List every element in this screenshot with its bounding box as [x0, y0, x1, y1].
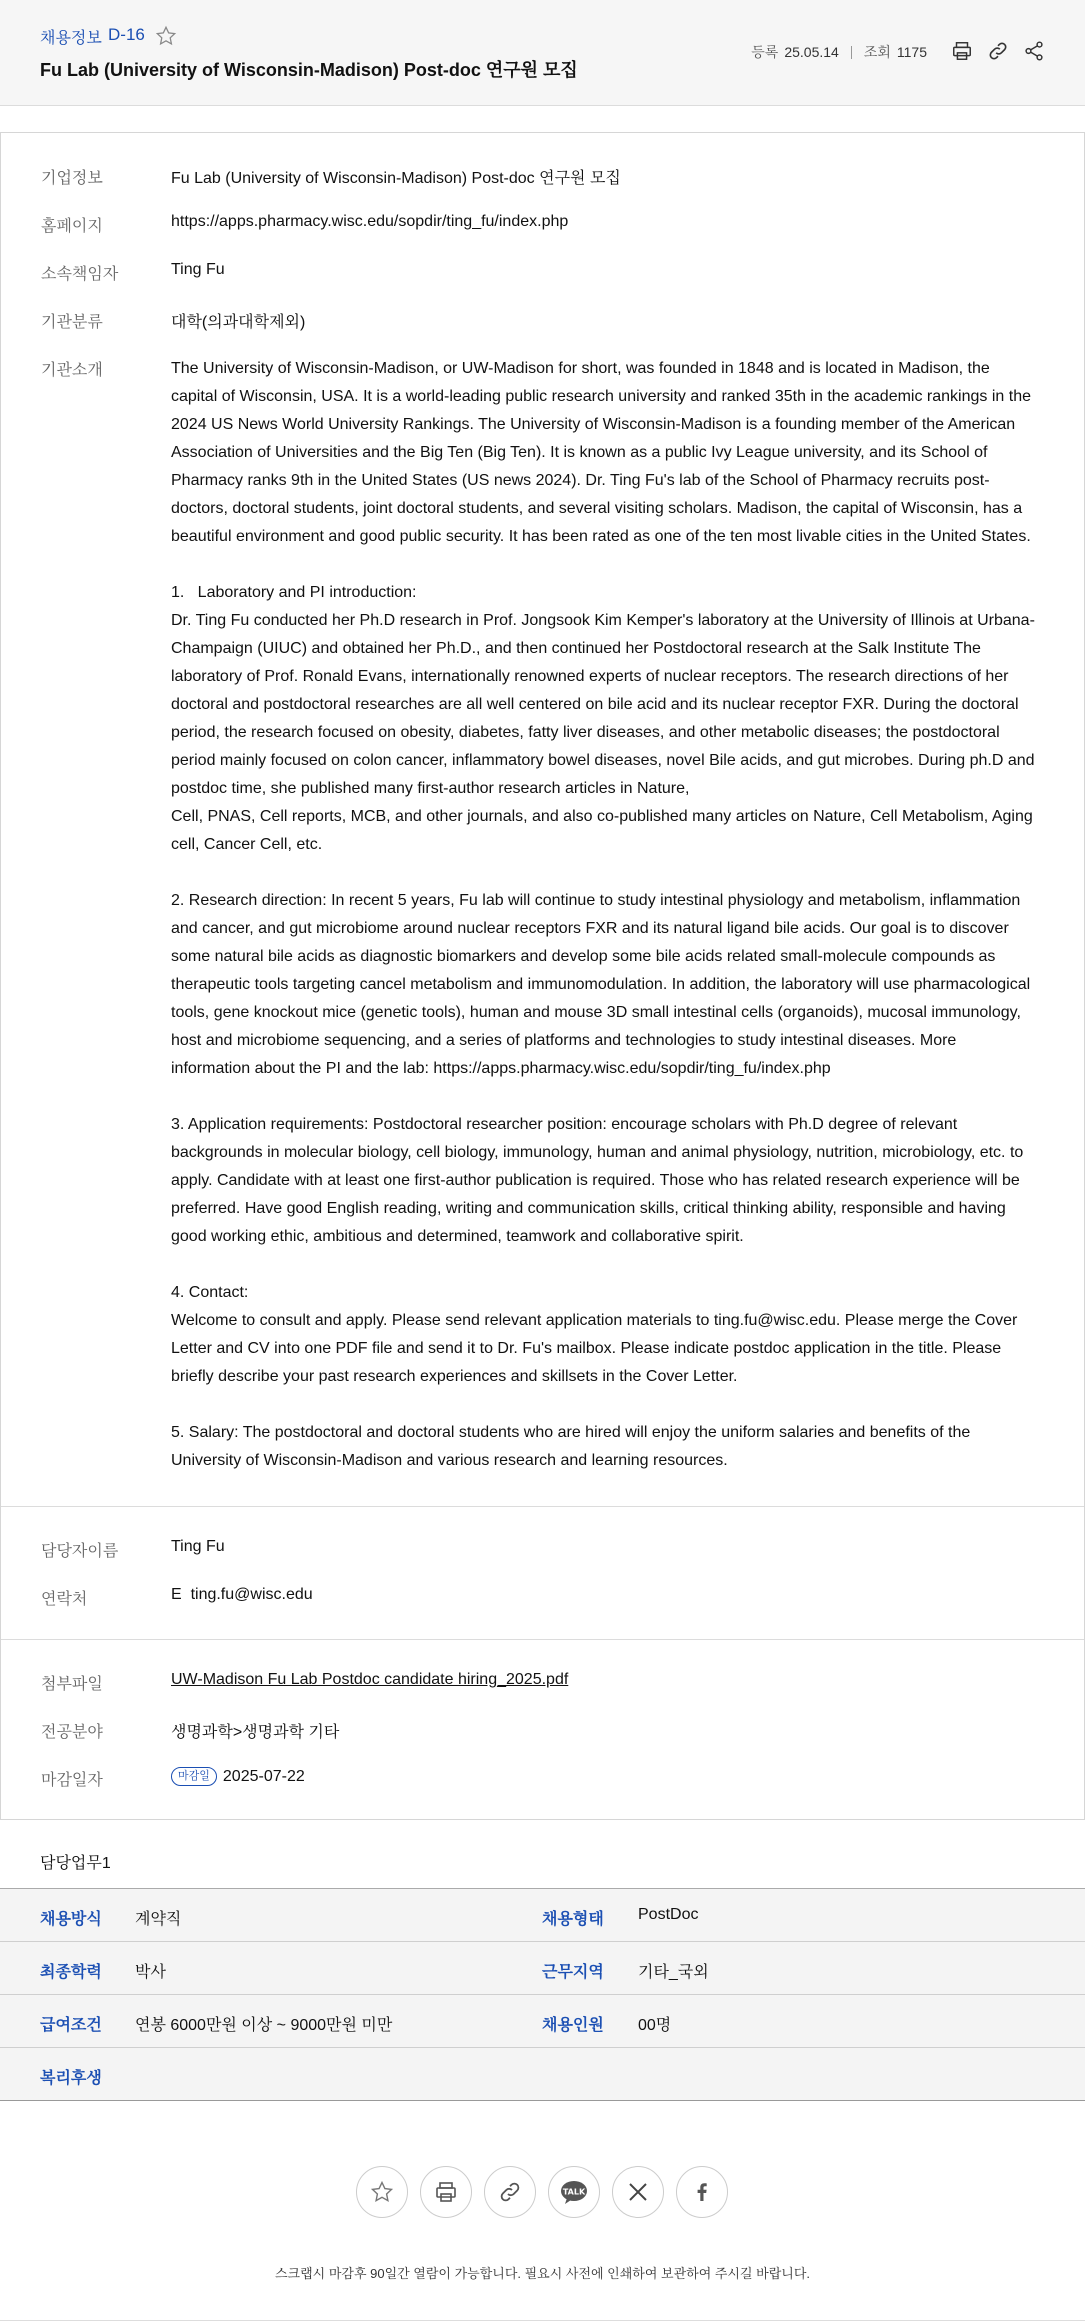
duty-value: 기타_국외	[638, 1964, 709, 1981]
duty-key: 복리후생	[40, 2070, 102, 2087]
table-row	[0, 1995, 1085, 2048]
intro-text	[171, 355, 1046, 1475]
footer-divider	[0, 2320, 1085, 2321]
deadline-badge: 마감일	[171, 1767, 217, 1786]
link-icon[interactable]	[987, 40, 1009, 62]
homepage-label: 홈페이지	[41, 218, 103, 235]
dday-label: D-16	[108, 25, 145, 44]
duty-value: 연봉 6000만원 이상 ~ 9000만원 미만	[135, 2017, 393, 2034]
email-prefix: E	[171, 1586, 182, 1603]
header-tools	[951, 40, 1045, 62]
duty-value: 박사	[135, 1964, 166, 1981]
duty-key: 채용형태	[542, 1911, 604, 1928]
facebook-icon[interactable]	[676, 2166, 728, 2218]
x-icon[interactable]	[612, 2166, 664, 2218]
link-icon[interactable]	[484, 2166, 536, 2218]
category-label[interactable]: 채용정보	[40, 30, 102, 47]
view-count: 1175	[896, 44, 927, 60]
duty-key: 최종학력	[40, 1964, 102, 1981]
kakaotalk-label: TALK	[562, 2187, 586, 2197]
duty-title: 담당업무1	[40, 1855, 111, 1872]
email-value[interactable]: ting.fu@wisc.edu	[190, 1586, 313, 1603]
intro-paragraph: 2. Research direction: In recent 5 years, Fu lab will continue to study intestinal physiology and metabolism, inflammation and cancer, and gut microbiome around nuclear receptors FXR and its natural ligand bile acids. Our goal is to discover some natural bile acids as diagnostic biomarkers and develop some bile acids related small-molecule compounds as therapeutic tools targeting cancel metabolism and immunomodulation. In addition, the laboratory will use pharmacological tools, gene knockout mice (genetic tools), human and mouse 3D small intestinal cells (organoids), mucosal immunology, host and microbiome sequencing, and a series of platforms and technologies to study intestinal diseases. More information about the PI and the lab: https://apps.pharmacy.wisc.edu/sopdir/ting_fu/index.php	[171, 892, 1031, 1077]
intro-paragraph: 4. Contact: Welcome to consult and apply. Please send relevant application materials to ting.fu@wisc.edu. Please merge the Cover Letter and CV into one PDF file and send it to Dr. Fu's mailbox. Please indicate postdoc application in the title. Please briefly describe your past research experiences and skillsets in the Cover Letter.	[171, 1284, 1018, 1385]
table-row	[0, 1889, 1085, 1942]
intro-paragraph: 5. Salary: The postdoctoral and doctoral students who are hired will enjoy the uniform salaries and benefits of the University of Wisconsin-Madison and various research and learning resources.	[171, 1424, 971, 1469]
print-icon[interactable]	[951, 40, 973, 62]
reg-label: 등록	[751, 44, 779, 60]
company-label: 기업정보	[41, 170, 103, 187]
table-row	[0, 2048, 1085, 2101]
page-header	[0, 0, 1085, 106]
kakaotalk-icon[interactable]	[548, 2166, 600, 2218]
share-bar	[356, 2166, 728, 2218]
reg-date: 25.05.14	[784, 44, 839, 60]
contact-name-label: 담당자이름	[41, 1543, 119, 1560]
intro-label: 기관소개	[41, 362, 103, 379]
view-label: 조회	[863, 44, 891, 60]
contact-email	[171, 1586, 313, 1604]
duty-key: 채용방식	[40, 1911, 102, 1928]
attachment-link[interactable]: UW-Madison Fu Lab Postdoc candidate hiring_2025.pdf	[171, 1671, 569, 1688]
star-icon[interactable]	[155, 25, 177, 47]
table-row	[0, 1942, 1085, 1995]
homepage-value[interactable]: https://apps.pharmacy.wisc.edu/sopdir/ting_fu/index.php	[171, 213, 569, 230]
manager-value: Ting Fu	[171, 261, 225, 278]
intro-paragraph: 1. Laboratory and PI introduction: Dr. Ting Fu conducted her Ph.D research in Prof. Jongsook Kim Kemper's laboratory at the University of Illinois at Urbana- Champaign (UIUC) and obtained her Ph.D., and then continued her Postdoctoral research at the Salk Institute The laboratory of Prof. Ronald Evans, internationally renowned experts of nuclear receptors. The research directions of her doctoral and postdoctoral researches are all well centered on bile acid and its nuclear receptor FXR. During the doctoral period, the research focused on obesity, diabetes, fatty liver diseases, and other metabolic diseases; the postdoctoral period mainly focused on colon cancer, inflammatory bowel diseases, novel Bile acids, and gut microbes. During ph.D and postdoc time, she published many first-author research articles in Nature, Cell, PNAS, Cell reports, MCB, and other journals, and also co-published many articles on Nature, Cell Metabolism, Aging cell, Cancer Cell, etc.	[171, 584, 1035, 853]
duty-value: 계약직	[135, 1911, 182, 1928]
meta-divider	[851, 46, 852, 59]
section-divider	[1, 1639, 1084, 1640]
intro-paragraph: The University of Wisconsin-Madison, or UW-Madison for short, was founded in 1848 and is located in Madison, the capital of Wisconsin, USA. It is a world-leading public research university and ranked 35th in the academic rankings in the 2024 US News World University Rankings. The University of Wisconsin-Madison is a founding member of the American Association of Universities and the Big Ten (Big Ten). It is known as a public Ivy League university, and its School of Pharmacy ranks 9th in the United States (US news 2024). Dr. Ting Fu's lab of the School of Pharmacy recruits post- doctors, doctoral students, joint doctoral students, and several visiting scholars. Madison, the capital of Wisconsin, has a beautiful environment and good public security. It has been rated as one of the ten most livable cities in the United States.	[171, 360, 1031, 545]
deadline-label: 마감일자	[41, 1772, 103, 1789]
page-title: Fu Lab (University of Wisconsin-Madison) Post-doc 연구원 모집	[40, 60, 578, 80]
job-detail-box	[0, 132, 1085, 1820]
duty-key: 채용인원	[542, 2017, 604, 2034]
deadline-value: 2025-07-22	[222, 1768, 305, 1785]
print-icon[interactable]	[420, 2166, 472, 2218]
duty-table	[0, 1888, 1085, 2101]
share-icon[interactable]	[1023, 40, 1045, 62]
star-icon[interactable]	[356, 2166, 408, 2218]
section-divider	[1, 1506, 1084, 1507]
duty-value: PostDoc	[638, 1906, 699, 1923]
contact-name-value: Ting Fu	[171, 1538, 225, 1555]
manager-label: 소속책임자	[41, 266, 119, 283]
post-meta	[751, 42, 927, 62]
company-value: Fu Lab (University of Wisconsin-Madison) Post-doc 연구원 모집	[171, 170, 621, 187]
org-type-label: 기관분류	[41, 314, 103, 331]
duty-key: 근무지역	[542, 1964, 604, 1981]
deadline-value-wrap	[171, 1767, 305, 1786]
intro-paragraph: 3. Application requirements: Postdoctoral researcher position: encourage scholars with Ph.D degree of relevant backgrounds in molecular biology, cell biology, immunology, human and animal physiology, nutrition, microbiology, etc. to apply. Candidate with at least one first-author publication is required. Those who has related research experience will be preferred. Have good English reading, writing and communication skills, critical thinking ability, responsible and having good working ethic, ambitious and determined, teamwork and collaborative spirit.	[171, 1116, 1024, 1245]
field-value: 생명과학>생명과학 기타	[171, 1724, 340, 1741]
duty-value: 00명	[638, 2017, 672, 2034]
attachment-label: 첨부파일	[41, 1676, 103, 1693]
contact-phone-label: 연락처	[41, 1591, 88, 1608]
field-label: 전공분야	[41, 1724, 103, 1741]
duty-key: 급여조건	[40, 2017, 102, 2034]
scrap-notice: 스크랩시 마감후 90일간 열람이 가능합니다. 필요시 사전에 인쇄하여 보관하여 주시길 바랍니다.	[274, 2266, 810, 2281]
org-type-value: 대학(의과대학제외)	[171, 314, 306, 331]
